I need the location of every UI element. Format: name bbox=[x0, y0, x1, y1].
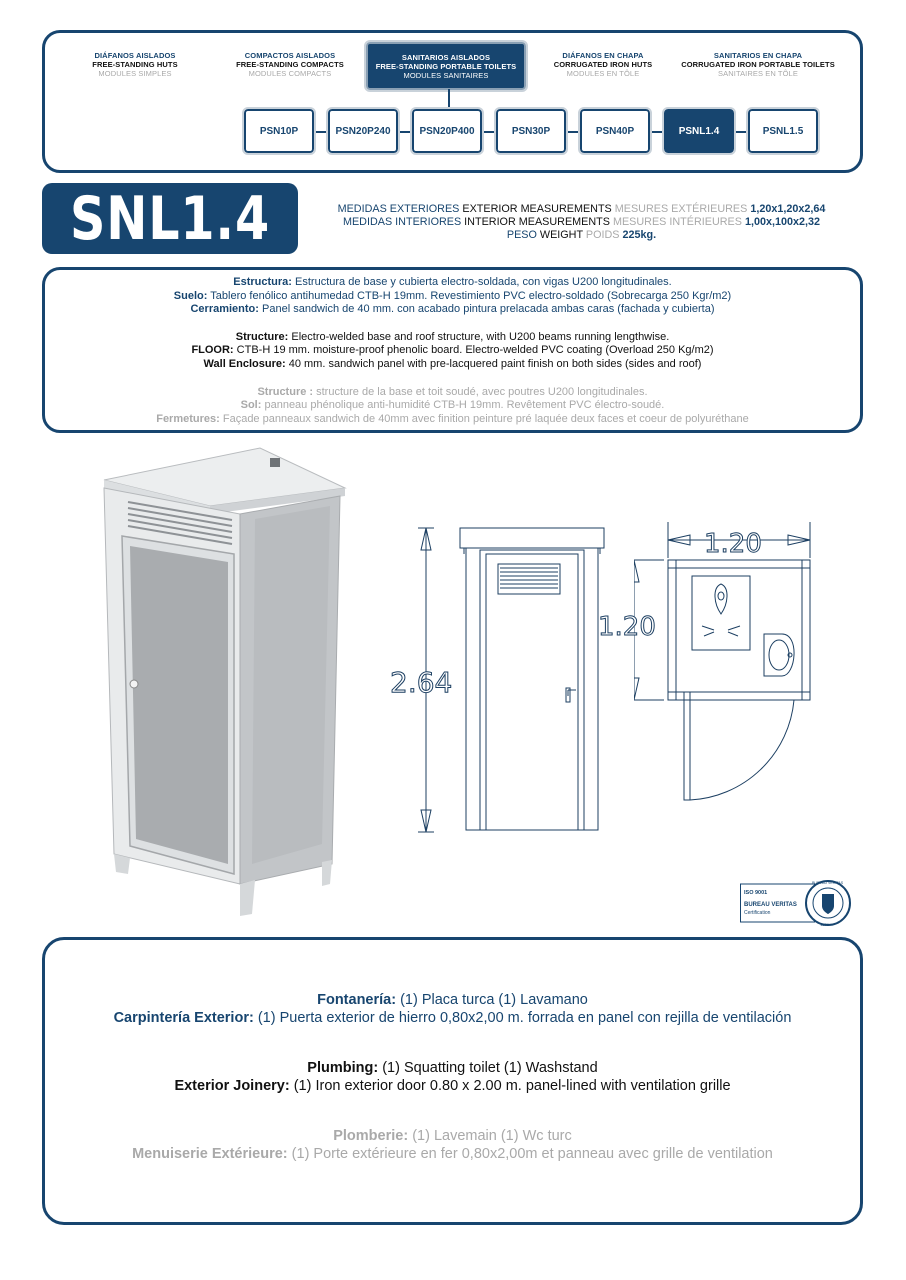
equip-label: Carpintería Exterior: bbox=[113, 1009, 254, 1026]
logo-sticker bbox=[270, 458, 280, 467]
desc-text: Electro-welded base and roof structure, with U200 beams running lengthwise. bbox=[291, 330, 670, 343]
exterior-value: 1,20x1,20x2,64 bbox=[750, 203, 826, 215]
category-label-en: CORRUGATED IRON HUTS bbox=[553, 60, 653, 69]
desc-label: Structure: bbox=[235, 330, 289, 343]
desc-label: FLOOR: bbox=[191, 344, 234, 357]
door-leaf bbox=[684, 692, 690, 800]
desc-line bbox=[45, 331, 860, 345]
desc-text: 40 mm. sandwich panel with pre-lacquered paint finish on both sides (sides and roof) bbox=[288, 357, 702, 370]
desc-line bbox=[45, 303, 860, 317]
desc-text: CTB-H 19 mm. moisture-proof phenolic board. Electro-welded PVC coating (Overload 250 Kg/m2) bbox=[236, 344, 714, 357]
width-label: 1.20 bbox=[704, 529, 762, 559]
category-label-en: CORRUGATED IRON PORTABLE TOILETS bbox=[681, 60, 835, 69]
desc-line bbox=[45, 386, 860, 400]
desc-line bbox=[45, 290, 860, 304]
measurements bbox=[300, 203, 863, 242]
cabin-side-panel bbox=[252, 506, 330, 864]
equip-line bbox=[45, 1128, 860, 1146]
category-label-en: FREE-STANDING COMPACTS bbox=[236, 60, 344, 69]
label-fr: POIDS bbox=[585, 229, 620, 241]
category-label-fr: MODULES EN TÔLE bbox=[566, 69, 640, 78]
category-label-en: FREE-STANDING HUTS bbox=[92, 60, 178, 69]
category-label-es: COMPACTOS AISLADOS bbox=[244, 51, 336, 60]
seal-top: BUREAU VERITAS bbox=[812, 881, 844, 885]
equip-label: Plumbing: bbox=[307, 1060, 379, 1076]
certification-sub: Certification bbox=[744, 910, 771, 916]
desc-label: Fermetures: bbox=[156, 412, 220, 425]
desc-label: Structure : bbox=[257, 385, 314, 398]
equip-text: (1) Iron exterior door 0.80 x 2.00 m. panel-lined with ventilation grille bbox=[293, 1077, 731, 1094]
category-label-fr: MODULES SIMPLES bbox=[98, 69, 172, 78]
interior-measurements bbox=[300, 216, 863, 229]
label-en: WEIGHT bbox=[539, 229, 583, 241]
weight bbox=[300, 229, 863, 242]
category-label-en: FREE-STANDING PORTABLE TOILETS bbox=[375, 62, 517, 71]
cabin-door-panel bbox=[130, 546, 228, 864]
height-label: 2.64 bbox=[390, 666, 453, 699]
product-title-text: SNL1.4 bbox=[69, 183, 271, 254]
category-label-fr: MODULES COMPACTS bbox=[248, 69, 332, 78]
desc-text: Estructura de base y cubierta electro-soldada, con vigas U200 longitudinales. bbox=[295, 276, 672, 288]
iso-label: ISO 9001 bbox=[744, 890, 768, 896]
certifier-name: BUREAU VERITAS bbox=[744, 902, 797, 908]
category-free-standing-compacts[interactable] bbox=[210, 51, 370, 78]
cabin-foot bbox=[322, 860, 332, 886]
front-elevation-drawing bbox=[388, 520, 620, 840]
plan-walls bbox=[668, 560, 810, 700]
model-psnl15[interactable]: PSNL1.5 bbox=[748, 109, 818, 153]
category-label-es: SANITARIOS EN CHAPA bbox=[713, 51, 803, 60]
category-label-es: SANITARIOS AISLADOS bbox=[401, 53, 491, 62]
label-fr: MESURES EXTÉRIEURES bbox=[614, 203, 748, 215]
desc-label: Wall Enclosure: bbox=[203, 357, 286, 370]
depth-label: 1.20 bbox=[598, 612, 656, 642]
model-psn20p400[interactable]: PSN20P400 bbox=[412, 109, 482, 153]
label-es: PESO bbox=[506, 229, 537, 241]
desc-label: Cerramiento: bbox=[190, 303, 259, 316]
equip-text: (1) Puerta exterior de hierro 0,80x2,00 m. forrada en panel con rejilla de ventilación bbox=[257, 1009, 792, 1026]
equipment-description bbox=[42, 937, 863, 1225]
model-psnl14-active[interactable]: PSNL1.4 bbox=[664, 109, 734, 153]
desc-line bbox=[45, 358, 860, 372]
desc-label: Sol: bbox=[240, 399, 262, 412]
interior-value: 1,00x,100x2,32 bbox=[744, 216, 820, 228]
category-free-standing-huts[interactable] bbox=[55, 51, 215, 78]
desc-text: structure de la base et toit soudé, avec poutres U200 longitudinales. bbox=[316, 385, 648, 398]
category-free-standing-portable-toilets[interactable] bbox=[366, 42, 526, 90]
category-label-es: DIÁFANOS EN CHAPA bbox=[562, 51, 644, 60]
category-label-fr: SANITAIRES EN TÔLE bbox=[718, 69, 798, 78]
product-photo bbox=[100, 444, 350, 924]
equip-line bbox=[45, 1146, 860, 1164]
equip-label: Plomberie: bbox=[333, 1128, 409, 1144]
equip-line bbox=[45, 1060, 860, 1078]
label-fr: MESURES INTÉRIEURES bbox=[612, 216, 742, 228]
equip-text: (1) Porte extérieure en fer 0,80x2,00m et panneau avec grille de ventilation bbox=[291, 1145, 773, 1162]
label-es: MEDIDAS INTERIORES bbox=[342, 216, 462, 228]
desc-line bbox=[45, 413, 860, 427]
weight-value: 225kg. bbox=[622, 229, 657, 241]
door-handle bbox=[130, 680, 138, 688]
structure-description bbox=[42, 267, 863, 433]
equip-label: Menuiserie Extérieure: bbox=[132, 1145, 288, 1162]
squat-toilet bbox=[692, 576, 750, 650]
floor-plan-drawing bbox=[634, 518, 824, 808]
category-corrugated-iron-huts[interactable] bbox=[523, 51, 683, 78]
category-label-fr: MODULES SANITAIRES bbox=[403, 71, 489, 80]
model-psn30p[interactable]: PSN30P bbox=[496, 109, 566, 153]
desc-label: Suelo: bbox=[173, 289, 208, 302]
label-es: MEDIDAS EXTERIORES bbox=[337, 203, 460, 215]
model-psn20p240[interactable]: PSN20P240 bbox=[328, 109, 398, 153]
desc-label: Estructura: bbox=[233, 276, 292, 288]
certification-badge bbox=[740, 878, 852, 928]
label-en: EXTERIOR MEASUREMENTS bbox=[462, 203, 612, 215]
seal-year: 1828 bbox=[820, 922, 829, 927]
label-en: INTERIOR MEASUREMENTS bbox=[464, 216, 610, 228]
product-title bbox=[42, 183, 298, 254]
equip-line bbox=[45, 1010, 860, 1028]
equip-line bbox=[45, 992, 860, 1010]
desc-line bbox=[45, 276, 860, 290]
equip-label: Fontanería: bbox=[317, 992, 397, 1008]
equip-text: (1) Squatting toilet (1) Washstand bbox=[382, 1060, 598, 1076]
desc-line bbox=[45, 344, 860, 358]
exterior-measurements bbox=[300, 203, 863, 216]
equip-text: (1) Placa turca (1) Lavamano bbox=[400, 992, 588, 1008]
cabin-foot bbox=[240, 880, 255, 916]
equip-line bbox=[45, 1078, 860, 1096]
door-swing bbox=[690, 700, 794, 800]
desc-text: Façade panneaux sandwich de 40mm avec finition peinture pré laquée deux faces et coeur de polyuréthane bbox=[222, 412, 749, 425]
equip-text: (1) Lavemain (1) Wc turc bbox=[412, 1128, 572, 1144]
desc-text: Panel sandwich de 40 mm. con acabado pintura prelacada ambas caras (fachada y cubierta) bbox=[262, 303, 715, 316]
desc-line bbox=[45, 399, 860, 413]
category-corrugated-iron-toilets[interactable] bbox=[678, 51, 838, 78]
category-navigation bbox=[42, 30, 863, 173]
category-label-es: DIÁFANOS AISLADOS bbox=[94, 51, 176, 60]
model-psn10p[interactable]: PSN10P bbox=[244, 109, 314, 153]
model-psn40p[interactable]: PSN40P bbox=[580, 109, 650, 153]
desc-text: Tablero fenólico antihumedad CTB-H 19mm. Revestimiento PVC electro-soldado (Sobrecarga 250 Kgr/m2) bbox=[210, 289, 732, 302]
desc-text: panneau phénolique anti-humidité CTB-H 19mm. Revêtement PVC électro-soudé. bbox=[264, 399, 665, 412]
equip-label: Exterior Joinery: bbox=[174, 1077, 290, 1094]
